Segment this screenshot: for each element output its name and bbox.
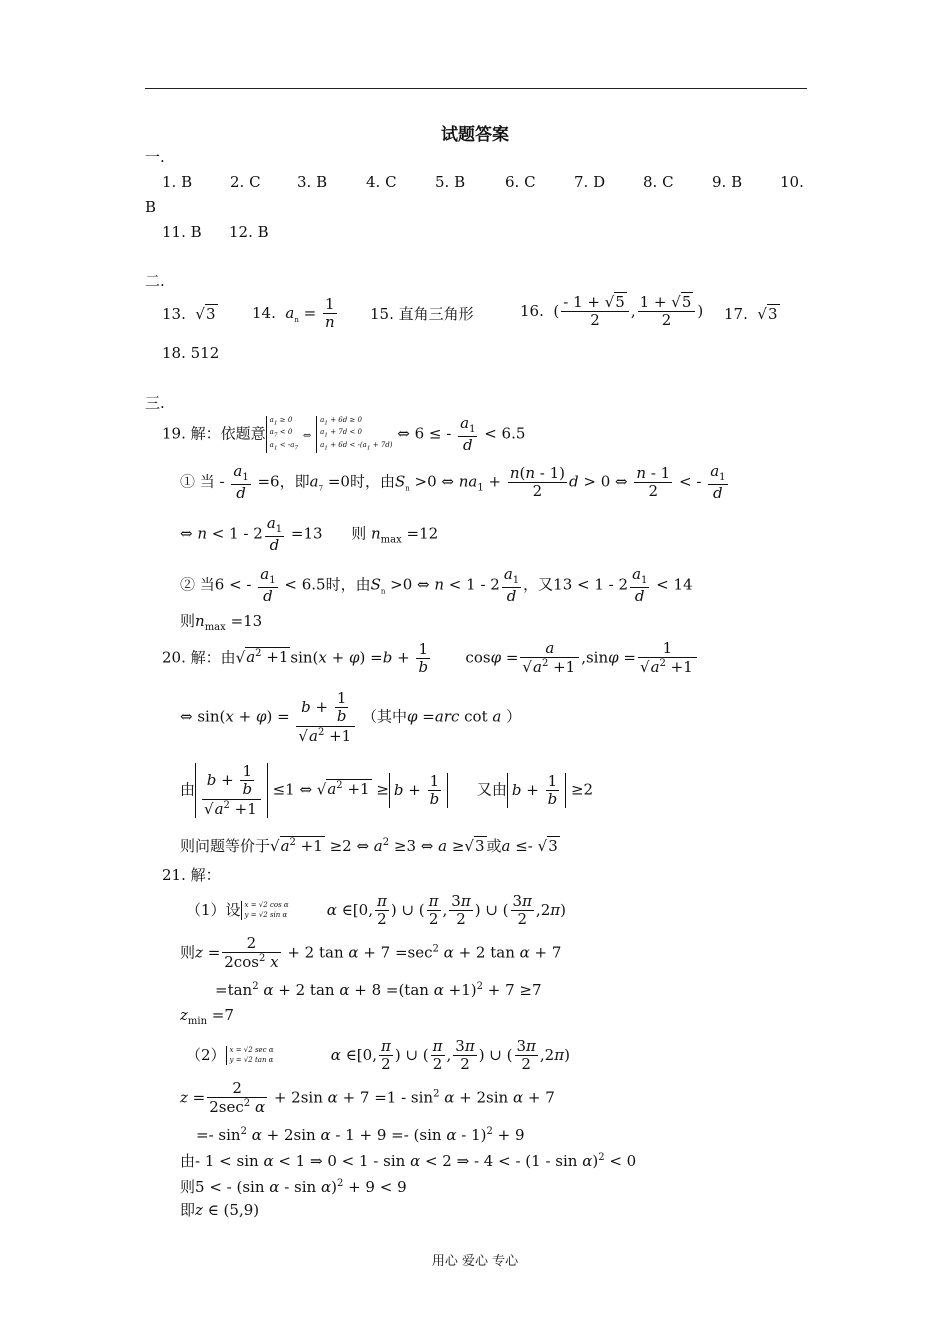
q19-line-2: ① 当 - $\frac{a_1}{d}$ =6，即$a_7 =0$时，由$S_n >0$ ⇔ $na_1$ + $\frac{n(n - 1)}{2}$ d > 0 ⇔ $\frac{n - 1}{2}$ < - $\frac{a_1}{d}$	[180, 462, 726, 502]
answer-3: 3. B	[297, 173, 328, 191]
q21-line-z3: z = $\frac{2}{2\sec^2 \alpha}$ + 2sin $\alpha + 7 =1 - \sin^2 \alpha + 2\sin$ α + 7	[180, 1079, 555, 1117]
q20-line-3: 由 b + $\frac{1}{b}$ $√a^2 +1$ ≤1 ⇔ $√a^2 +1 \ge b$ + $\frac{1}{b}$ 又由 b + $\frac{1}{b}$ ≥2	[180, 762, 594, 818]
q19-line-4: ② 当6 < - $\frac{a_1}{d}$ < 6.5时，由$S_n >0$ ⇔ n < 1 - 2 $\frac{a_1}{d}$ ，又13 < 1 - 2 $\frac{a_1}{d}$ < 14	[180, 565, 693, 605]
answer-16: 16. ( $\frac{- 1 + √5}{2}$ , $\frac{1 + √5}{2}$ )	[520, 293, 704, 330]
header-rule	[145, 88, 807, 89]
q21-line-z4: =- $\sin^2 \alpha + 2\sin$ α - 1 + 9 =- (sin α - 1)$^2$ + 9	[196, 1126, 525, 1144]
section-2-label: 二.	[145, 272, 165, 290]
page-footer: 用心 爱心 专心	[431, 1254, 519, 1269]
answer-5: 5. B	[435, 173, 466, 191]
q20-line-2: ⇔ sin(x + φ) = b + $\frac{1}{b}$ $√a^2 +1$ （其中φ =arc cot a ）	[180, 689, 522, 745]
section-3-label: 三.	[145, 394, 165, 412]
section-1-label: 一.	[145, 148, 165, 166]
answer-11: 11. B	[162, 223, 202, 241]
q21-line-bound: 则5 < - (sin α - sin α)$^2$ + 9 < 9	[180, 1178, 407, 1196]
q21-zmin: $z_{min} =7$	[180, 1006, 234, 1027]
answer-2: 2. C	[230, 173, 261, 191]
q21-line-range: 由- 1 < sin α < 1 ⇒ 0 < 1 - sin α < 2 ⇒ - 4 < - (1 - sin α)$^2$ < 0	[180, 1152, 637, 1170]
answer-10: 10.	[780, 173, 804, 191]
answer-13: 13. √3	[162, 305, 216, 323]
q21-line-z2: $=\tan^2$ α + 2 tan α + 8 =(tan α +1)$^2$ + 7 ≥7	[215, 981, 542, 999]
answer-8: 8. C	[643, 173, 674, 191]
answer-18: 18. 512	[162, 344, 220, 362]
answer-4: 4. C	[366, 173, 397, 191]
q19-line-3: ⇔ n < 1 - 2 $\frac{a_1}{d}$ =13 则 $n_{max} =12$	[180, 514, 439, 554]
answer-1: 1. B	[162, 173, 193, 191]
q21-part-1: （1）设 x = √2 cos α y = √2 sin α α ∈[0, $\frac{\pi}{2}$ ) ∪ ( $\frac{\pi}{2}$ , $\frac{3\pi}{2}$ ) ∪ ( $\frac{3\pi}{2}$ ,2π)	[186, 892, 566, 929]
q19-line-5: 则$n_{max} =13$	[180, 612, 263, 633]
answer-10-value: B	[145, 198, 157, 216]
answer-14: 14. $a_n$ = $\frac{1}{n}$	[252, 295, 335, 332]
q21-part-2: （2） x = √2 sec α y = √2 tan α α ∈[0, $\frac{\pi}{2}$ ) ∪ ( $\frac{\pi}{2}$ , $\frac{3\pi}{2}$ ) ∪ ( $\frac{3\pi}{2}$ ,2π)	[186, 1037, 570, 1074]
q21-line-z1: 则z = $\frac{2}{2\cos^2 x}$ + 2 $\tan \alpha + 7 =\sec^2$ α + 2 tan α + 7	[180, 934, 562, 972]
q20-line-4: 则问题等价于$√a^2 +1 \ge 2$ ⇔ $a^2 \ge 3$ ⇔ a ≥√3 或a ≤- √3	[180, 837, 558, 855]
answer-15: 15. 直角三角形	[370, 305, 474, 323]
answer-9: 9. B	[712, 173, 743, 191]
q19-line-1: 19. 解：依题意$a_1 \ge 0$ $a_7 < 0$ $a_1 < -a_7$ ⇔ $a_1 + 6d \ge 0$ $a_1 + 7d < 0$ $a_1 + 6d < -(a_1 + 7d)$ ⇔ 6 ≤ - $\frac{a_1}{d}$ < 6.5	[162, 414, 526, 454]
answer-7: 7. D	[574, 173, 606, 191]
q21-head: 21. 解：	[162, 866, 221, 884]
answer-6: 6. C	[505, 173, 536, 191]
answer-17: 17. √3	[724, 305, 778, 323]
q21-line-result: 即z ∈ (5,9)	[180, 1201, 260, 1219]
answer-12: 12. B	[229, 223, 269, 241]
page-title: 试题答案	[441, 125, 509, 145]
q20-line-1: 20. 解：由$√a^2 +1$ sin(x + φ) =b + $\frac{1}{b}$ cosφ = $\frac{a}{√a^2 +1}$ ,sinφ = $\frac{1}{√a^2 +1}$	[162, 640, 699, 677]
